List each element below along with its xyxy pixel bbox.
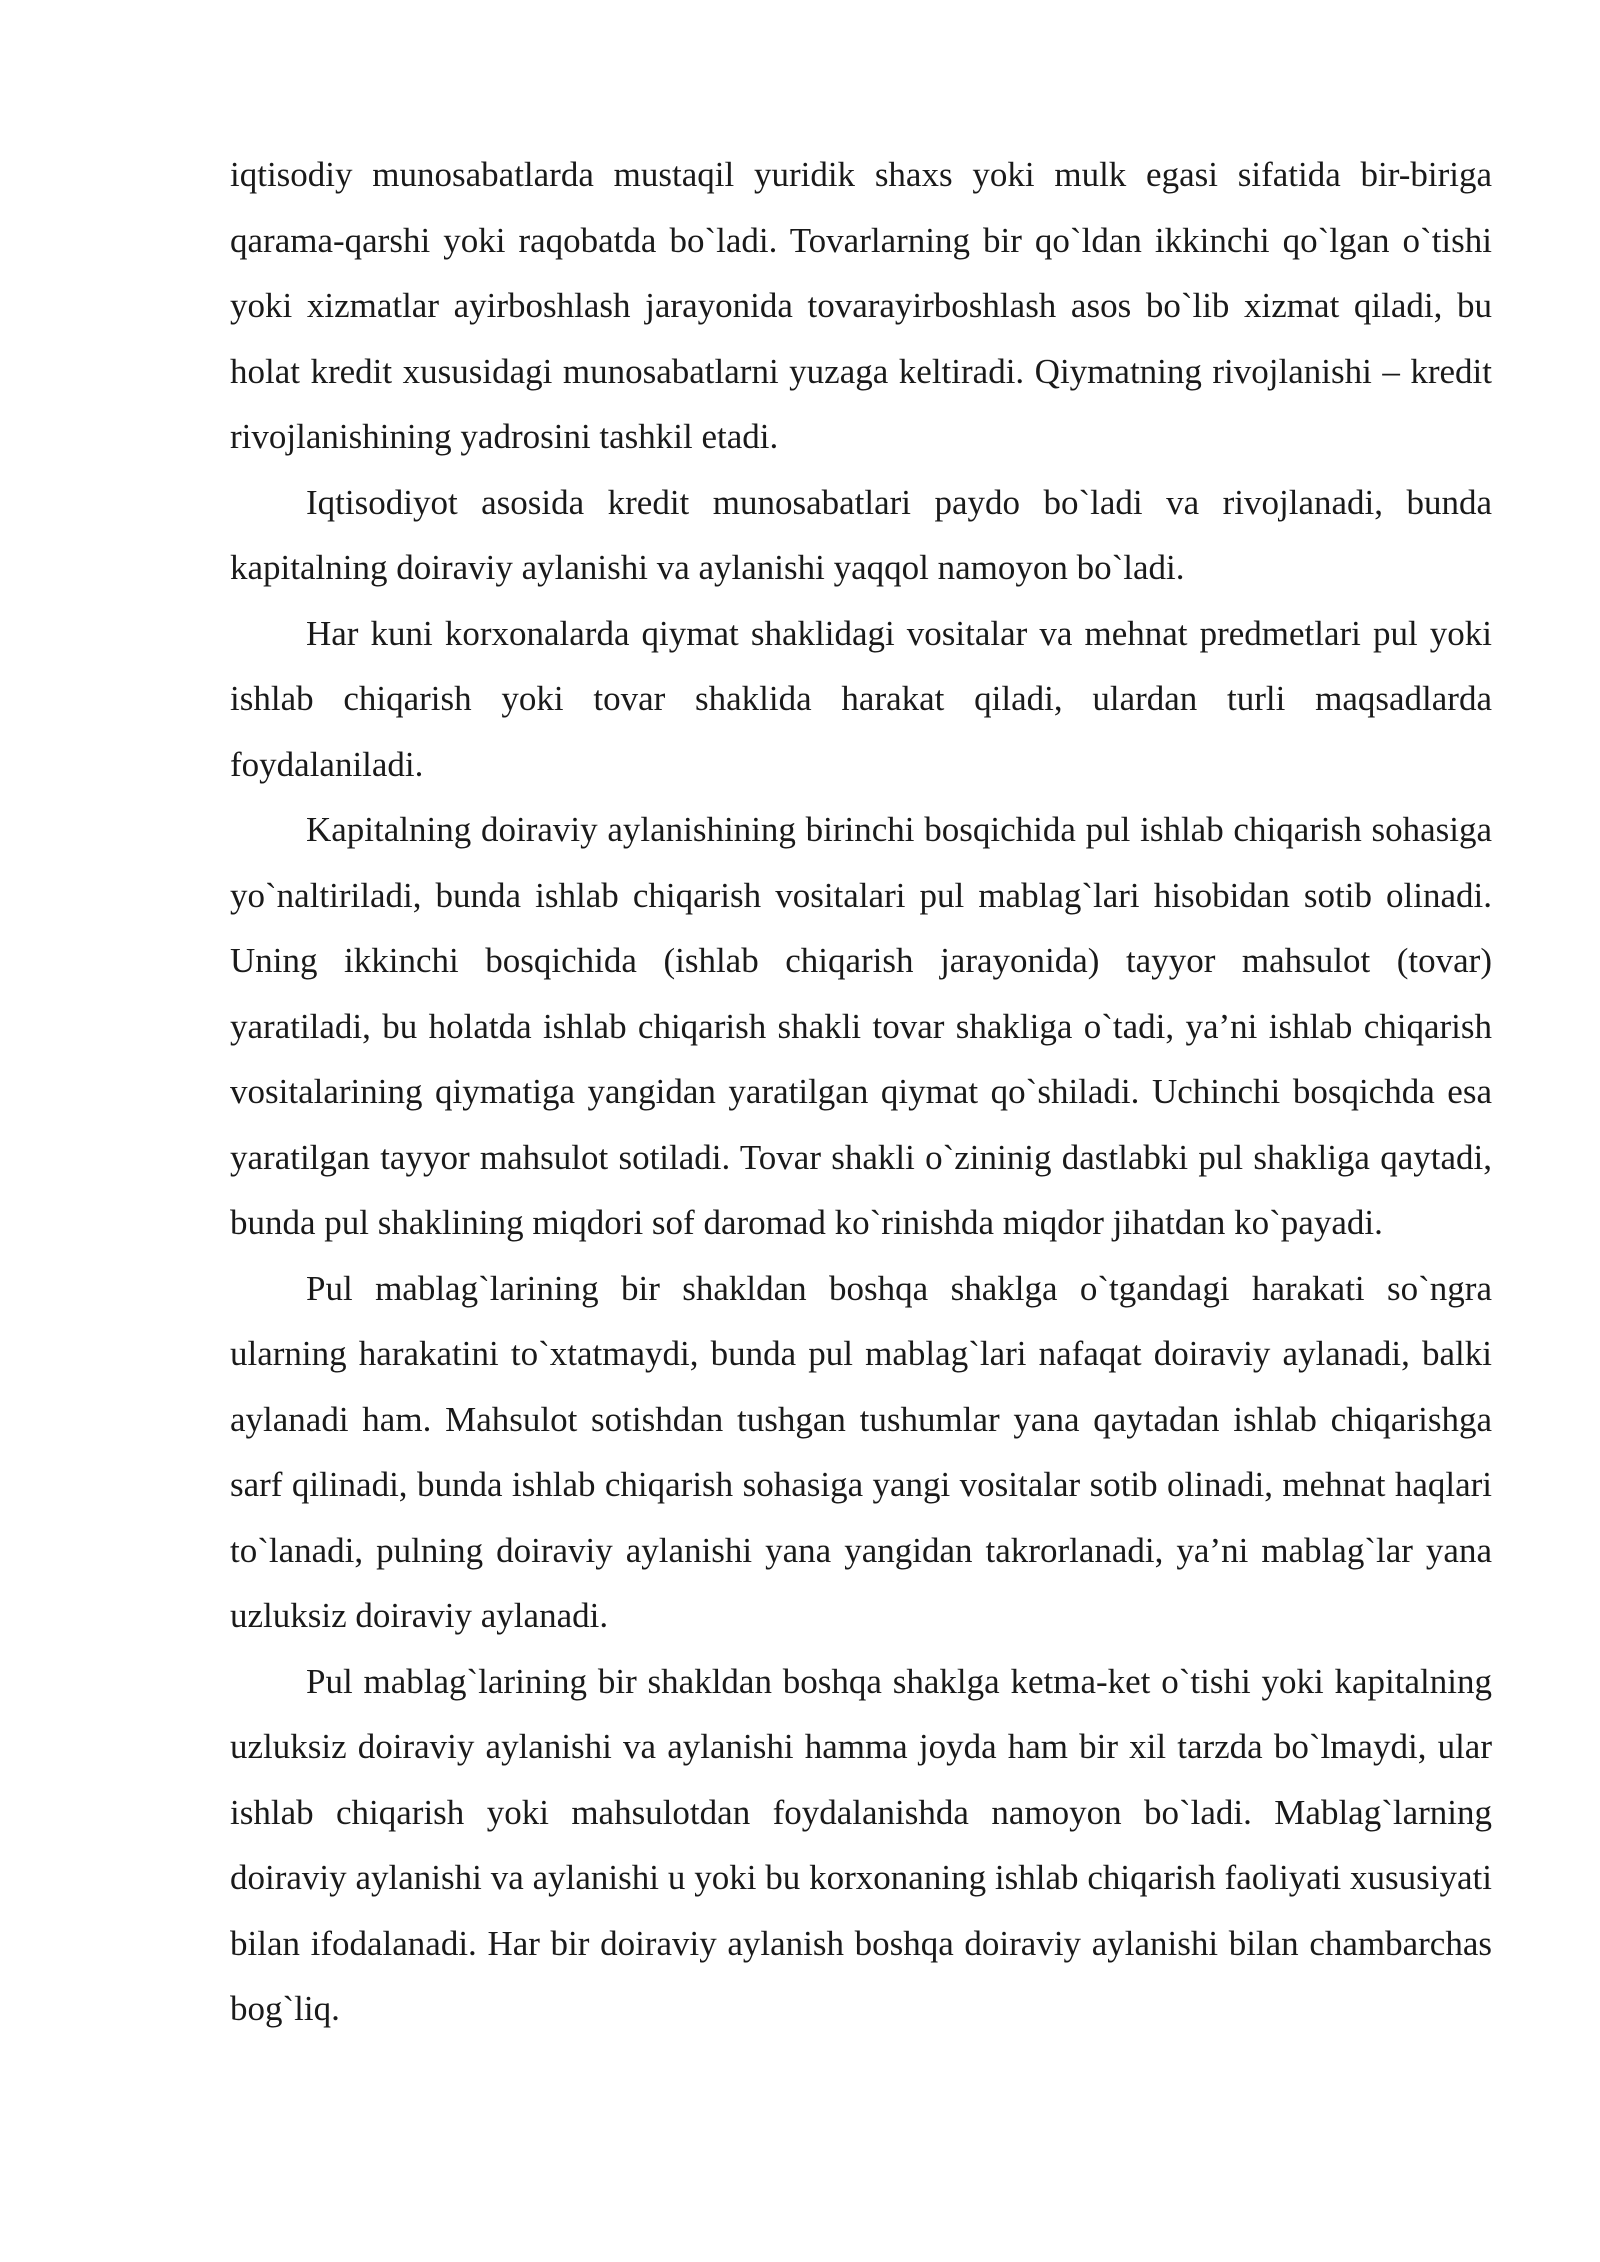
paragraph-continuation: iqtisodiy munosabatlarda mustaqil yuridik shaxs yoki mulk egasi sifatida bir-biriga qarama-qarshi yoki raqobatda bo`ladi. Tovarlarning bir qo`ldan ikkinchi qo`lgan o`tishi yoki xizmatlar ayirboshlash jarayonida tovarayirboshlash asos bo`lib xizmat qiladi, bu holat kredit xususidagi munosabatlarni yuzaga keltiradi. Qiymatning rivojlanishi – kredit rivojlanishining yadrosini tashkil etadi. — [230, 155, 1492, 456]
paragraph: Iqtisodiyot asosida kredit munosabatlari paydo bo`ladi va rivojlanadi, bunda kapitalning doiraviy aylanishi va aylanishi yaqqol namoyon bo`ladi. — [230, 482, 1492, 587]
body-text — [230, 142, 1492, 2042]
paragraph: Pul mablag`larining bir shakldan boshqa shaklga ketma-ket o`tishi yoki kapitalning uzluksiz doiraviy aylanishi va aylanishi hamma joyda ham bir xil tarzda bo`lmaydi, ular ishlab chiqarish yoki mahsulotdan foydalanishda namoyon bo`ladi. Mablag`larning doiraviy aylanishi va aylanishi u yoki bu korxonaning ishlab chiqarish faoliyati xususiyati bilan ifodalanadi. Har bir doiraviy aylanish boshqa doiraviy aylanishi bilan chambarchas bog`liq. — [230, 1661, 1492, 2028]
paragraph: Kapitalning doiraviy aylanishining birinchi bosqichida pul ishlab chiqarish sohasiga yo`naltiriladi, bunda ishlab chiqarish vositalari pul mablag`lari hisobidan sotib olinadi. Uning ikkinchi bosqichida (ishlab chiqarish jarayonida) tayyor mahsulot (tovar) yaratiladi, bu holatda ishlab chiqarish shakli tovar shakliga o`tadi, ya’ni ishlab chiqarish vositalarining qiymatiga yangidan yaratilgan qiymat qo`shiladi. Uchinchi bosqichda esa yaratilgan tayyor mahsulot sotiladi. Tovar shakli o`zininig dastlabki pul shakliga qaytadi, bunda pul shaklining miqdori sof daromad ko`rinishda miqdor jihatdan ko`payadi. — [230, 810, 1492, 1242]
paragraph: Pul mablag`larining bir shakldan boshqa shaklga o`tgandagi harakati so`ngra ularning harakatini to`xtatmaydi, bunda pul mablag`lari nafaqat doiraviy aylanadi, balki aylanadi ham. Mahsulot sotishdan tushgan tushumlar yana qaytadan ishlab chiqarishga sarf qilinadi, bunda ishlab chiqarish sohasiga yangi vositalar sotib olinadi, mehnat haqlari to`lanadi, pulning doiraviy aylanishi yana yangidan takrorlanadi, ya’ni mablag`lar yana uzluksiz doiraviy aylanadi. — [230, 1268, 1492, 1635]
paragraph: Har kuni korxonalarda qiymat shaklidagi vositalar va mehnat predmetlari pul yoki ishlab chiqarish yoki tovar shaklida harakat qiladi, ulardan turli maqsadlarda foydalaniladi. — [230, 613, 1492, 784]
